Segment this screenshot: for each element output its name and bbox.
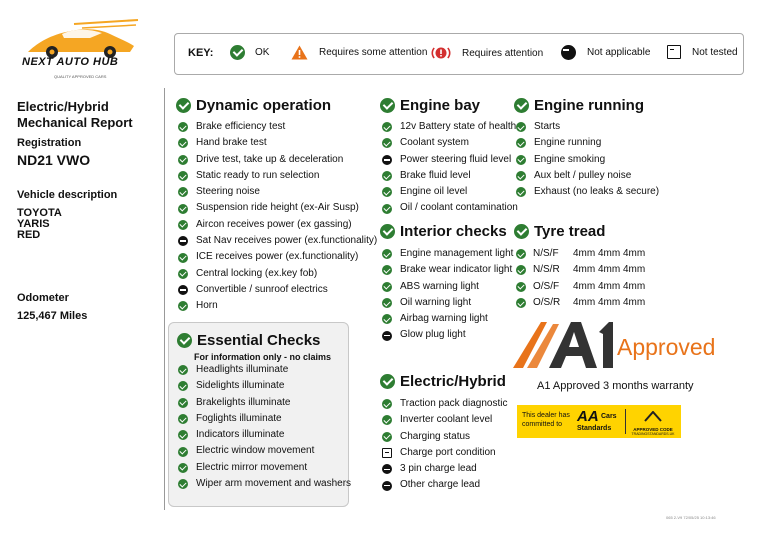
check-item-label: Glow plug light [400, 329, 466, 341]
essential-checks-box [168, 322, 352, 507]
electric-hybrid-section [380, 373, 507, 494]
check-list [178, 362, 351, 492]
tyre-treads: 4mm 4mm 4mm [573, 248, 646, 259]
check-item [516, 152, 659, 168]
check-item-label: Brakelights illuminate [196, 396, 291, 408]
ok-icon [516, 171, 526, 181]
check-item-label: Electric mirror movement [196, 461, 308, 473]
check-item-label: Aircon receives power (ex gassing) [196, 218, 352, 230]
column-divider [164, 88, 165, 510]
tyre-treads: 4mm 4mm 4mm [573, 264, 646, 276]
ok-icon [382, 122, 392, 132]
check-item-label: Wiper arm movement and washers [196, 478, 352, 490]
check-item [178, 395, 351, 411]
brand-name: NEXT AUTO HUB [22, 56, 119, 68]
tyre-row [516, 262, 645, 278]
ok-icon [382, 204, 392, 214]
ok-icon [178, 301, 188, 311]
check-list [382, 119, 518, 217]
key-ok-label: OK [255, 47, 270, 58]
ok-icon [516, 187, 526, 197]
not-tested-icon [667, 45, 681, 59]
ok-icon [382, 138, 392, 148]
check-item-label: Headlights illuminate [196, 364, 289, 375]
tyre-row [516, 279, 645, 295]
check-item [178, 362, 351, 378]
check-item [382, 311, 513, 327]
check-list [382, 246, 513, 344]
check-item-label: Charging status [400, 430, 471, 442]
check-item-label: Traction pack diagnostic [400, 398, 508, 409]
check-item [382, 152, 518, 168]
section-header [514, 97, 659, 114]
section-title: Tyre tread [534, 223, 606, 240]
check-item [516, 168, 659, 184]
check-item-label: Central locking (ex.key fob) [196, 267, 318, 279]
section-title: Interior checks [400, 223, 507, 240]
ok-icon [178, 381, 188, 391]
vehicle-make: TOYOTA [17, 207, 62, 219]
ok-icon [382, 432, 392, 442]
ok-icon [178, 187, 188, 197]
dynamic-operation-section [176, 97, 377, 315]
report-title [17, 99, 133, 131]
check-item [178, 217, 377, 233]
check-item [382, 184, 518, 200]
ok-icon [382, 415, 392, 425]
check-item [178, 411, 351, 427]
ok-icon [382, 171, 392, 181]
ok-icon [516, 122, 526, 132]
check-item-label: Coolant system [400, 137, 469, 149]
ok-icon [178, 479, 188, 489]
a1-logo-icon [513, 320, 613, 370]
check-item-label: Indicators illuminate [196, 429, 285, 441]
check-item-label: Brake efficiency test [196, 121, 286, 132]
check-item [178, 135, 377, 151]
interior-checks-section [380, 223, 513, 344]
check-item [516, 135, 659, 151]
ok-icon [178, 122, 188, 132]
check-item-label: Steering noise [196, 186, 260, 198]
aa-standards-badge [517, 405, 681, 438]
check-item [382, 200, 518, 216]
section-header [177, 332, 320, 349]
section-title: Electric/Hybrid [400, 373, 506, 390]
ok-icon [230, 45, 245, 60]
tyre-list [516, 246, 645, 311]
ok-icon [178, 253, 188, 263]
vehicle-description-label: Vehicle description [17, 189, 118, 201]
check-item [178, 460, 351, 476]
section-subtitle: For information only - no claims [194, 352, 332, 362]
ok-icon [382, 314, 392, 324]
ok-icon [380, 98, 395, 113]
not-applicable-icon [382, 464, 392, 474]
vehicle-description [17, 208, 62, 241]
check-item [178, 200, 377, 216]
tyre-tread-section [514, 223, 645, 311]
approved-code-seal [631, 409, 675, 434]
key-not-tested [667, 45, 738, 59]
check-item-label: Brake fluid level [400, 169, 471, 181]
check-item-label: Oil / coolant contamination [400, 202, 518, 214]
key-not-tested-label: Not tested [692, 46, 738, 58]
section-header [380, 97, 518, 114]
brake-warning-icon [431, 45, 451, 61]
footer-reference: 065 2-V9 72/05/25 10:13:46 [666, 515, 716, 520]
key-not-applicable [561, 45, 650, 60]
not-applicable-icon [382, 481, 392, 491]
check-item [178, 152, 377, 168]
section-header [514, 223, 645, 240]
check-item-label: Static ready to run selection [196, 169, 320, 181]
ok-icon [382, 298, 392, 308]
check-item-label: Other charge lead [400, 479, 481, 491]
section-header [380, 373, 507, 390]
check-item-label: Hand brake test [196, 137, 267, 149]
key-some-attention-label: Requires some attention [319, 47, 428, 58]
ok-icon [382, 187, 392, 197]
key-attention [431, 45, 543, 61]
report-title-line2: Mechanical Report [17, 115, 133, 130]
ok-icon [516, 138, 526, 148]
check-item-label: Power steering fluid level [400, 153, 512, 165]
check-item-label: Convertible / sunroof electrics [196, 283, 328, 295]
check-item [382, 119, 518, 135]
tyre-position: O/S/F [533, 280, 560, 292]
ok-icon [516, 298, 526, 308]
check-item [178, 298, 377, 314]
check-item-label: Engine management light [400, 248, 514, 259]
ok-icon [514, 98, 529, 113]
ok-icon [178, 220, 188, 230]
key-ok [230, 45, 269, 60]
registration-value: ND21 VWO [17, 152, 91, 168]
tyre-position: O/S/R [533, 296, 561, 308]
check-item [382, 279, 513, 295]
ok-icon [382, 282, 392, 292]
key-title: KEY: [188, 47, 214, 59]
check-item [178, 443, 351, 459]
ok-icon [382, 399, 392, 409]
ok-icon [382, 249, 392, 259]
vehicle-model: YARIS [17, 218, 50, 230]
section-header [176, 97, 377, 114]
section-title: Essential Checks [197, 332, 321, 349]
ok-icon [178, 398, 188, 408]
check-item [178, 184, 377, 200]
badge-divider [625, 409, 626, 434]
ok-icon [178, 171, 188, 181]
check-item-label: Horn [196, 300, 218, 312]
check-item [178, 233, 377, 249]
ok-icon [380, 224, 395, 239]
check-item [382, 327, 513, 343]
check-item [178, 282, 377, 298]
ok-icon [516, 282, 526, 292]
check-item [382, 135, 518, 151]
ok-icon [178, 430, 188, 440]
check-item-label: Brake wear indicator light [400, 264, 513, 276]
check-item-label: Sidelights illuminate [196, 380, 285, 392]
check-item-label: Suspension ride height (ex-Air Susp) [196, 202, 359, 214]
aa-brand: AA [577, 408, 599, 425]
not-tested-icon [382, 448, 392, 458]
report-title-line1: Electric/Hybrid [17, 99, 109, 114]
warranty-text: A1 Approved 3 months warranty [537, 380, 694, 392]
tyre-position: N/S/R [533, 264, 560, 276]
check-list [516, 119, 659, 200]
check-item-label: Inverter coolant level [400, 414, 493, 426]
check-item-label: Oil warning light [400, 296, 472, 308]
ok-icon [178, 155, 188, 165]
aa-standards: Standards [577, 425, 612, 432]
not-applicable-icon [561, 45, 576, 60]
tyre-position: N/S/F [533, 248, 559, 259]
check-item [382, 445, 507, 461]
not-applicable-icon [178, 285, 188, 295]
section-title: Engine bay [400, 97, 481, 114]
check-item-label: Exhaust (no leaks & secure) [534, 186, 660, 198]
status-key [174, 33, 744, 75]
ok-icon [382, 265, 392, 275]
check-item [382, 396, 507, 412]
check-item [382, 412, 507, 428]
check-item [382, 295, 513, 311]
check-item-label: Aux belt / pulley noise [534, 169, 632, 181]
check-item-label: Electric window movement [196, 445, 315, 457]
not-applicable-icon [178, 236, 188, 246]
ok-icon [516, 265, 526, 275]
ok-icon [178, 269, 188, 279]
ok-icon [178, 204, 188, 214]
check-item-label: Foglights illuminate [196, 412, 282, 424]
check-item-label: Starts [534, 121, 561, 132]
check-item [178, 119, 377, 135]
aa-committed-text: This dealer has committed to [522, 412, 570, 428]
key-some-attention [291, 45, 427, 60]
approved-code-icon [643, 411, 663, 422]
check-item-label: ICE receives power (ex.functionality) [196, 251, 359, 263]
odometer-label: Odometer [17, 292, 69, 304]
check-item [178, 168, 377, 184]
tyre-row [516, 295, 645, 311]
check-item-label: Engine oil level [400, 186, 468, 198]
check-item [178, 476, 351, 492]
ok-icon [177, 333, 192, 348]
ok-icon [514, 224, 529, 239]
check-item-label: Airbag warning light [400, 313, 488, 325]
ok-icon [176, 98, 191, 113]
brand-tagline: QUALITY APPROVED CARS [54, 74, 107, 79]
ok-icon [516, 249, 526, 259]
key-attention-label: Requires attention [462, 47, 544, 59]
not-applicable-icon [382, 331, 392, 341]
check-list [382, 396, 507, 494]
check-item [178, 427, 351, 443]
check-item [178, 249, 377, 265]
check-item-label: ABS warning light [400, 280, 479, 292]
dealer-logo [18, 16, 142, 86]
not-applicable-icon [382, 155, 392, 165]
check-item [382, 477, 507, 493]
tyre-row [516, 246, 645, 262]
check-item [178, 378, 351, 394]
check-item [382, 246, 513, 262]
check-item [178, 266, 377, 282]
ok-icon [380, 374, 395, 389]
check-item [382, 262, 513, 278]
engine-running-section [514, 97, 659, 200]
check-item [516, 184, 659, 200]
check-item-label: 12v Battery state of health [400, 121, 517, 132]
check-item-label: Drive test, take up & deceleration [196, 153, 344, 165]
check-item [382, 429, 507, 445]
ok-icon [516, 155, 526, 165]
key-not-applicable-label: Not applicable [587, 47, 651, 58]
section-title: Dynamic operation [196, 97, 332, 114]
section-header [380, 223, 513, 240]
ok-icon [178, 447, 188, 457]
approved-code-label: APPROVED CODE [633, 427, 673, 432]
tyre-treads: 4mm 4mm 4mm [573, 280, 646, 292]
check-item [516, 119, 659, 135]
section-title: Engine running [534, 97, 644, 114]
vehicle-colour: RED [17, 229, 41, 241]
check-item-label: Charge port condition [400, 446, 496, 458]
ok-icon [178, 138, 188, 148]
aa-cars: Cars [601, 413, 617, 420]
ok-icon [178, 463, 188, 473]
a1-logo-word: Approved [617, 334, 716, 360]
approved-code-sub: TRADINGSTANDARDS.UK [631, 432, 675, 436]
registration-label: Registration [17, 137, 82, 149]
check-item [382, 168, 518, 184]
check-item [382, 461, 507, 477]
check-item-label: Engine smoking [534, 153, 606, 165]
warning-triangle-icon [291, 45, 308, 60]
tyre-treads: 4mm 4mm 4mm [573, 296, 646, 308]
ok-icon [178, 365, 188, 375]
engine-bay-section [380, 97, 518, 217]
ok-icon [178, 414, 188, 424]
check-item-label: 3 pin charge lead [400, 463, 477, 475]
a1-approved-logo [513, 320, 738, 370]
check-item-label: Sat Nav receives power (ex.functionality) [196, 235, 378, 247]
check-list [178, 119, 377, 315]
check-item-label: Engine running [534, 137, 602, 149]
odometer-value: 125,467 Miles [17, 310, 88, 322]
